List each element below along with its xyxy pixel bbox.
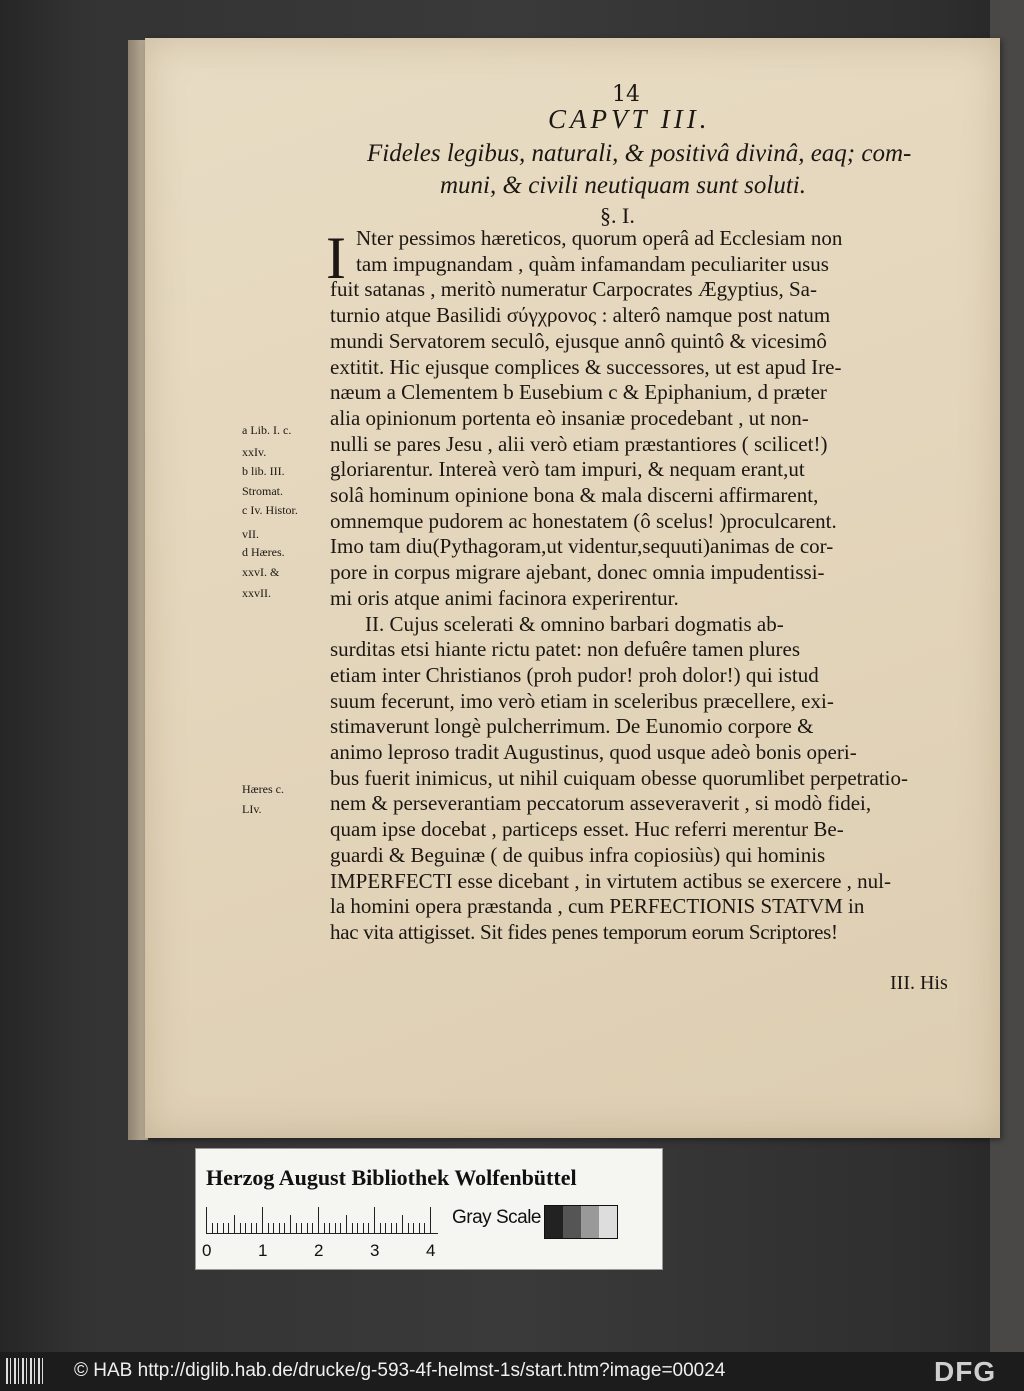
drop-cap: I xyxy=(326,225,346,291)
ruler-tick xyxy=(223,1223,224,1233)
ruler-tick xyxy=(284,1223,285,1233)
body-text-line: fuit satanas , meritò numeratur Carpocrates Ægyptius, Sa- xyxy=(330,277,817,302)
body-text-line: Imo tam diu(Pythagoram,ut videntur,sequuti)animas de cor- xyxy=(330,534,834,559)
ruler-tick xyxy=(273,1223,274,1233)
chapter-title: CAPVT III. xyxy=(548,104,711,134)
body-text-line: guardi & Beguinæ ( de quibus infra copiosiùs) qui hominis xyxy=(330,842,826,867)
ruler-tick xyxy=(374,1207,375,1233)
ruler-tick xyxy=(245,1223,246,1233)
ruler-tick xyxy=(318,1207,319,1233)
ruler-tick xyxy=(307,1223,308,1233)
page-number: 14 xyxy=(612,82,640,107)
ruler-tick xyxy=(363,1223,364,1233)
margin-note: xxvI. & xyxy=(242,565,280,579)
ruler-tick xyxy=(352,1223,353,1233)
ruler-tick xyxy=(346,1215,347,1233)
dfg-logo: DFG xyxy=(934,1356,997,1387)
ruler-tick xyxy=(430,1207,431,1233)
footer-bar xyxy=(0,1352,1024,1391)
margin-note: a Lib. I. c. xyxy=(242,423,292,437)
ruler-tick xyxy=(217,1223,218,1233)
section-heading: §. I. xyxy=(600,203,635,228)
barcode-icon xyxy=(6,1358,46,1384)
ruler-tick xyxy=(402,1215,403,1233)
margin-note: b lib. III. xyxy=(242,464,285,478)
body-text-line: la homini opera præstanda , cum PERFECTIONIS STATVM in xyxy=(330,894,865,919)
ruler xyxy=(206,1205,438,1234)
ruler-number: 4 xyxy=(426,1241,436,1260)
library-name: Herzog August Bibliothek Wolfenbüttel xyxy=(206,1165,577,1190)
body-text-line: IMPERFECTI esse dicebant , in virtutem actibus se exercere , nul- xyxy=(330,868,892,893)
body-text-line: hac vita attigisset. Sit fides penes temporum eorum Scriptores! xyxy=(330,919,838,944)
body-text-line: nem & perseverantiam peccatorum asseveraverit , si modò fidei, xyxy=(330,791,872,816)
body-text-line: mundi Servatorem seculô, ejusque annô quintô & vicesimô xyxy=(330,328,827,353)
body-text-line: næum a Clementem b Eusebium c & Epiphanium, d præter xyxy=(330,380,827,405)
gray-scale-label: Gray Scale xyxy=(452,1207,541,1228)
catchword: III. His xyxy=(890,972,948,994)
ruler-tick xyxy=(329,1223,330,1233)
ruler-tick xyxy=(268,1223,269,1233)
ruler-number: 1 xyxy=(258,1241,268,1260)
ruler-tick xyxy=(368,1223,369,1233)
ruler-tick xyxy=(234,1215,235,1233)
body-text-line: pore in corpus migrare ajebant, donec omnia impudentissi- xyxy=(330,560,825,585)
margin-note: Stromat. xyxy=(242,484,283,498)
body-text-line: stimaverunt longè pulcherrimum. De Eunomio corpore & xyxy=(330,714,814,739)
margin-note: vII. xyxy=(242,527,259,541)
body-text-line: omnemque pudorem ac honestatem (ô scelus! )proculcarent. xyxy=(330,508,837,533)
body-text-line: etiam inter Christianos (proh pudor! proh dolor!) qui istud xyxy=(330,662,819,687)
body-text-line: mi oris atque animi facinora experirentur. xyxy=(330,585,679,610)
body-text-line: nulli se pares Jesu , alii verò etiam præstantiores ( scilicet!) xyxy=(330,431,828,456)
body-text-line: II. Cujus scelerati & omnino barbari dogmatis ab- xyxy=(365,611,784,636)
ruler-tick xyxy=(256,1223,257,1233)
margin-note: c Iv. Histor. xyxy=(242,503,298,517)
margin-note: d Hæres. xyxy=(242,545,285,559)
ruler-tick xyxy=(296,1223,297,1233)
ruler-tick xyxy=(413,1223,414,1233)
ruler-tick xyxy=(424,1223,425,1233)
ruler-tick xyxy=(419,1223,420,1233)
body-text-line: solâ hominum opinione bona & mala discerni affirmarent, xyxy=(330,483,819,507)
ruler-tick xyxy=(340,1223,341,1233)
body-text-line: turnio atque Basilidi σύγχρονος : alterô namque post natum xyxy=(330,303,831,328)
ruler-number: 3 xyxy=(370,1241,380,1260)
gray-scale-swatch xyxy=(544,1205,618,1239)
ruler-tick xyxy=(335,1223,336,1233)
ruler-tick xyxy=(301,1223,302,1233)
body-text-line: extitit. Hic ejusque complices & successores, ut est apud Ire- xyxy=(330,354,842,379)
copyright-url[interactable]: © HAB http://diglib.hab.de/drucke/g-593-4f-helmst-1s/start.htm?image=00024 xyxy=(74,1360,726,1381)
body-text-line: alia opinionum portenta eò insaniæ procedebant , ut non- xyxy=(330,405,809,430)
ruler-tick xyxy=(396,1223,397,1233)
ruler-tick xyxy=(380,1223,381,1233)
ruler-tick xyxy=(312,1223,313,1233)
body-text-line: suum fecerunt, imo verò etiam in sceleribus præcellere, exi- xyxy=(330,688,834,713)
body-text-line: quam ipse docebat , particeps esset. Huc referri merentur Be- xyxy=(330,817,844,842)
ruler-tick xyxy=(228,1223,229,1233)
margin-note: Hæres c. xyxy=(242,782,284,796)
ruler-tick xyxy=(290,1215,291,1233)
ruler-tick xyxy=(262,1207,263,1233)
body-text-line: gloriarentur. Intereà verò tam impuri, & nequam erant,ut xyxy=(330,457,805,482)
body-text-line: tam impugnandam , quàm infamandam peculiariter usus xyxy=(356,251,829,276)
library-label xyxy=(195,1148,663,1270)
ruler-tick xyxy=(391,1223,392,1233)
body-text-line: bus fuerit inimicus, ut nihil cuiquam obesse quorumlibet perpetratio- xyxy=(330,765,908,790)
ruler-tick xyxy=(324,1223,325,1233)
ruler-tick xyxy=(240,1223,241,1233)
ruler-tick xyxy=(385,1223,386,1233)
margin-note: LIv. xyxy=(242,802,262,816)
ruler-tick xyxy=(408,1223,409,1233)
ruler-tick xyxy=(206,1207,207,1233)
ruler-tick xyxy=(357,1223,358,1233)
body-text-line: surditas etsi hiante rictu patet: non defuêre tamen plures xyxy=(330,637,801,662)
margin-note: xxIv. xyxy=(242,445,267,459)
ruler-tick xyxy=(279,1223,280,1233)
ruler-number: 0 xyxy=(202,1241,212,1260)
ruler-tick xyxy=(212,1223,213,1233)
ruler-number: 2 xyxy=(314,1241,324,1260)
margin-note: xxvII. xyxy=(242,586,271,600)
ruler-tick xyxy=(251,1223,252,1233)
body-text-line: Nter pessimos hæreticos, quorum operâ ad Ecclesiam non xyxy=(356,226,843,250)
chapter-subtitle-line: muni, & civili neutiquam sunt soluti. xyxy=(440,172,806,199)
body-text-line: animo leproso tradit Augustinus, quod usque adeò bonis operi- xyxy=(330,740,857,764)
chapter-subtitle-line: Fideles legibus, naturali, & positivâ divinâ, eaq; com- xyxy=(367,140,912,167)
